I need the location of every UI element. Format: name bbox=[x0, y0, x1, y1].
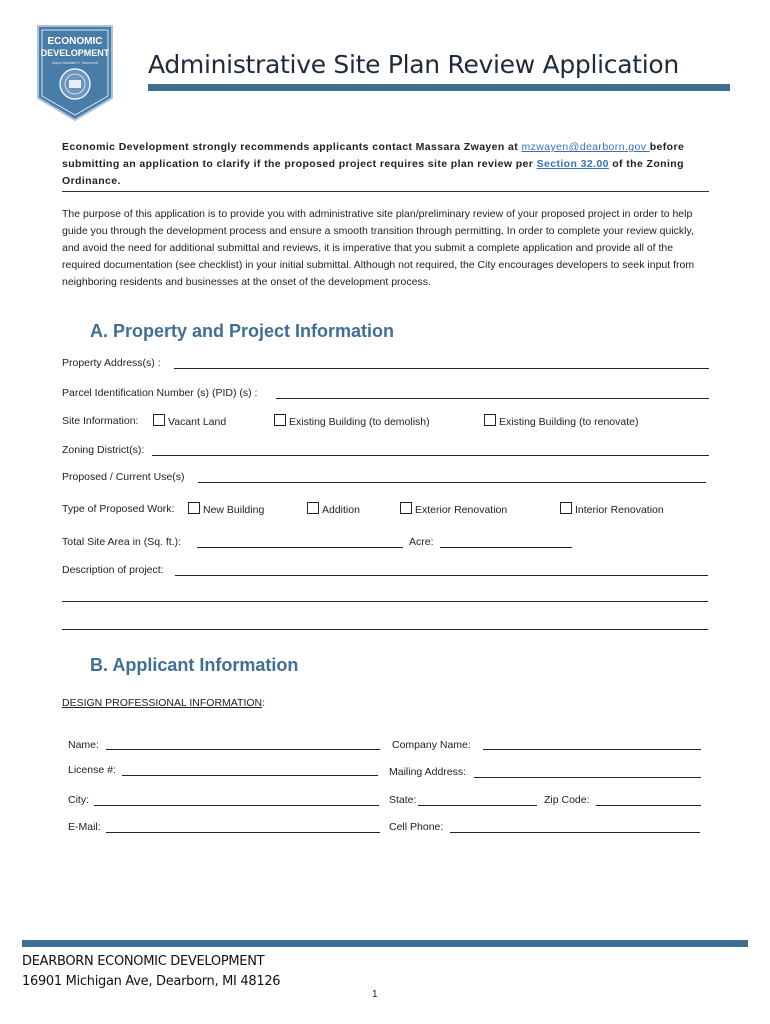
divider bbox=[62, 191, 709, 192]
footer-address: 16901 Michigan Ave, Dearborn, MI 48126 bbox=[22, 974, 281, 989]
state-label: State: bbox=[389, 794, 417, 806]
mailing-field[interactable] bbox=[474, 777, 701, 778]
interior-renovation-option[interactable]: Interior Renovation bbox=[560, 502, 664, 516]
parcel-id-field[interactable] bbox=[276, 398, 709, 399]
use-label: Proposed / Current Use(s) bbox=[62, 471, 185, 483]
company-label: Company Name: bbox=[392, 739, 471, 751]
description-field-line-3[interactable] bbox=[62, 629, 708, 630]
purpose-paragraph: The purpose of this application is to provide you with administrative site plan/preliminary review of your proposed project in order to help guide you through the development process and ensure a smooth transition through permitting. In order to complete your review quickly, and avoid the need for additional submittal and reviews, it is imperative that you submit a complete application and provide all of the required documentation (see checklist) in your initial submittal. Although not required, the City encourages developers to seek input from neighboring residents and businesses at the onset of the development process. bbox=[62, 208, 695, 288]
section-a-heading: A. Property and Project Information bbox=[90, 321, 395, 341]
cell-field[interactable] bbox=[450, 832, 700, 833]
zoning-field[interactable] bbox=[152, 455, 709, 456]
svg-text:ECONOMIC: ECONOMIC bbox=[47, 36, 103, 47]
site-area-label: Total Site Area in (Sq. ft.): bbox=[62, 536, 182, 548]
property-address-field[interactable] bbox=[174, 368, 709, 369]
economic-development-logo bbox=[36, 24, 114, 122]
work-type-label: Type of Proposed Work: bbox=[62, 503, 175, 515]
svg-text:DEVELOPMENT: DEVELOPMENT bbox=[40, 48, 110, 58]
description-field-line-2[interactable] bbox=[62, 601, 708, 602]
email-label: E-Mail: bbox=[68, 821, 101, 833]
site-area-field[interactable] bbox=[197, 547, 403, 548]
checkbox[interactable] bbox=[274, 414, 286, 426]
city-label: City: bbox=[68, 794, 89, 806]
company-field[interactable] bbox=[483, 749, 701, 750]
checkbox[interactable] bbox=[560, 502, 572, 514]
exterior-renovation-option[interactable]: Exterior Renovation bbox=[400, 502, 507, 516]
checkbox[interactable] bbox=[484, 414, 496, 426]
site-info-label: Site Information: bbox=[62, 415, 139, 427]
city-field[interactable] bbox=[94, 805, 379, 806]
state-field[interactable] bbox=[418, 805, 537, 806]
email-link[interactable]: mzwayen@dearborn.gov bbox=[521, 141, 650, 153]
design-pro-label: DESIGN PROFESSIONAL INFORMATION: bbox=[62, 697, 266, 709]
cell-label: Cell Phone: bbox=[389, 821, 444, 833]
vacant-land-option[interactable]: Vacant Land bbox=[153, 414, 226, 428]
zip-label: Zip Code: bbox=[544, 794, 590, 806]
page-title: Administrative Site Plan Review Application bbox=[148, 50, 679, 79]
page-number: 1 bbox=[372, 989, 378, 1000]
intro-paragraph: Economic Development strongly recommends applicants contact Massara Zwayen at mzwayen@dearborn.gov before submitting an application to clarify if the proposed project requires site plan review per Section 32.00 of the Zoning Ordinance. bbox=[62, 141, 685, 187]
mailing-label: Mailing Address: bbox=[389, 766, 467, 778]
new-building-option[interactable]: New Building bbox=[188, 502, 264, 516]
checkbox[interactable] bbox=[400, 502, 412, 514]
name-label: Name: bbox=[68, 739, 99, 751]
existing-renovate-option[interactable]: Existing Building (to renovate) bbox=[484, 414, 639, 428]
license-label: License #: bbox=[68, 764, 116, 776]
footer-bar bbox=[22, 940, 748, 947]
zoning-label: Zoning District(s): bbox=[62, 444, 145, 456]
acre-label: Acre: bbox=[409, 536, 434, 548]
parcel-id-label: Parcel Identification Number (s) (PID) (s) : bbox=[62, 387, 258, 399]
checkbox[interactable] bbox=[307, 502, 319, 514]
svg-text:Mayor Abdullah H. Hammoud: Mayor Abdullah H. Hammoud bbox=[52, 61, 98, 65]
name-field[interactable] bbox=[106, 749, 380, 750]
property-address-label: Property Address(s) : bbox=[62, 357, 161, 369]
addition-option[interactable]: Addition bbox=[307, 502, 360, 516]
existing-demolish-option[interactable]: Existing Building (to demolish) bbox=[274, 414, 430, 428]
checkbox[interactable] bbox=[153, 414, 165, 426]
section-b-heading: B. Applicant Information bbox=[90, 655, 299, 675]
description-label: Description of project: bbox=[62, 564, 164, 576]
license-field[interactable] bbox=[122, 775, 378, 776]
description-field[interactable] bbox=[175, 575, 708, 576]
zip-field[interactable] bbox=[596, 805, 701, 806]
email-field[interactable] bbox=[106, 832, 380, 833]
title-bar bbox=[148, 84, 730, 91]
checkbox[interactable] bbox=[188, 502, 200, 514]
acre-field[interactable] bbox=[440, 547, 572, 548]
section-link[interactable]: Section 32.00 bbox=[536, 158, 609, 170]
footer-org: DEARBORN ECONOMIC DEVELOPMENT bbox=[22, 954, 265, 969]
use-field[interactable] bbox=[198, 482, 706, 483]
